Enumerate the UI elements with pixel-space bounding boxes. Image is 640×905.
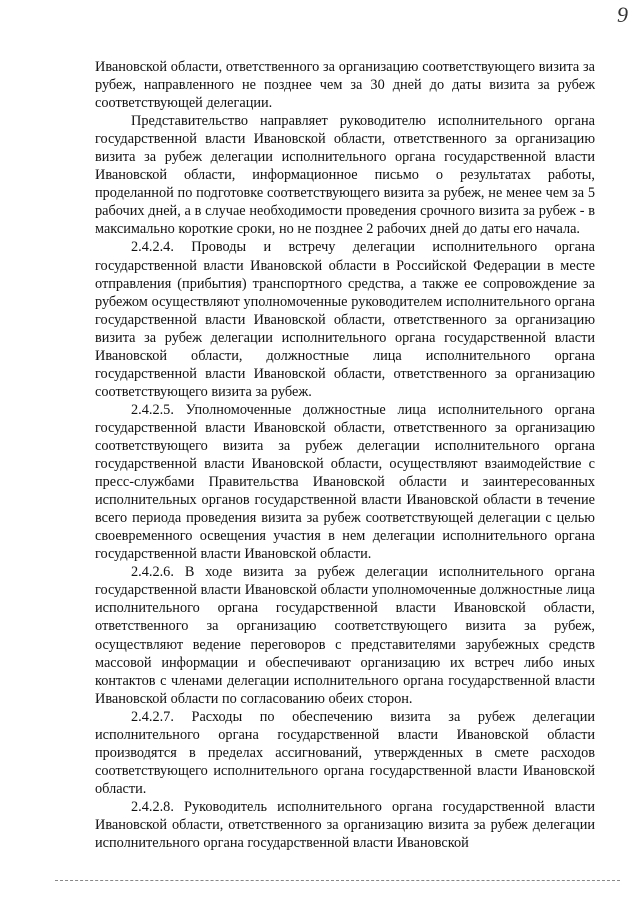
paragraph-2-4-2-7: 2.4.2.7. Расходы по обеспечению визита за рубеж делегации исполнительного органа государственной власти Ивановской области производятся в пределах ассигнований, утвержденных в смете расходов соответствующего исполнительного органа государственной власти Ивановской области. — [95, 708, 595, 797]
document-body — [95, 58, 595, 852]
paragraph-2-4-2-5: 2.4.2.5. Уполномоченные должностные лица исполнительного органа государственной власти Ивановской области, ответственного за организацию соответствующего визита за рубеж делегации исполнительного органа государственной власти Ивановской области, осуществляют взаимодействие с пресс-службами Правительства Ивановской области и заинтересованных исполнительных органов государственной власти Ивановской области в течение всего периода проведения визита за рубеж соответствующей делегации с целью своевременного освещения участия в нем делегации исполнительного органа государственной власти Ивановской области. — [95, 401, 595, 563]
paragraph-2-4-2-6: 2.4.2.6. В ходе визита за рубеж делегации исполнительного органа государственной власти Ивановской области уполномоченные должностные лица исполнительного органа государственной власти Ивановской области, ответственного за организацию соответствующего визита за рубеж, осуществляют ведение переговоров с представителями зарубежных средств массовой информации и обеспечивают организацию их встреч либо иных контактов с членами делегации исполнительного органа государственной власти Ивановской области по согласованию обеих сторон. — [95, 564, 595, 707]
footer-rule — [55, 880, 620, 881]
paragraph-continuation: Ивановской области, ответственного за организацию соответствующего визита за рубеж, направленного не позднее чем за 30 дней до даты визита за рубеж соответствующей делегации. — [95, 59, 595, 112]
paragraph-representation-letter: Представительство направляет руководителю исполнительного органа государственной власти Ивановской области, ответственного за организацию визита за рубеж делегации исполнительного органа государственной власти Ивановской области, информационное письмо о результатах работы, проделанной по подготовке соответствующего визита за рубеж, не менее чем за 5 рабочих дней, а в случае необходимости проведения срочного визита за рубеж - в максимально короткие сроки, но не позднее 2 рабочих дней до даты его начала. — [95, 113, 595, 238]
paragraph-2-4-2-4: 2.4.2.4. Проводы и встречу делегации исполнительного органа государственной власти Ивановской области в Российской Федерации в месте отправления (прибытия) транспортного средства, а также ее сопровождение за рубежом осуществляют уполномоченные руководителем исполнительного органа государственной власти Ивановской области, ответственного за организацию визита за рубеж делегации исполнительного органа государственной власти Ивановской области, должностные лица исполнительного органа государственной власти Ивановской области, ответственного за организацию соответствующего визита за рубеж. — [95, 239, 595, 400]
paragraph-2-4-2-8: 2.4.2.8. Руководитель исполнительного органа государственной власти Ивановской области, ответственного за организацию визита за рубеж делегации исполнительного органа государственной власти Ивановской — [95, 798, 595, 852]
page-number: 9 — [617, 2, 628, 27]
